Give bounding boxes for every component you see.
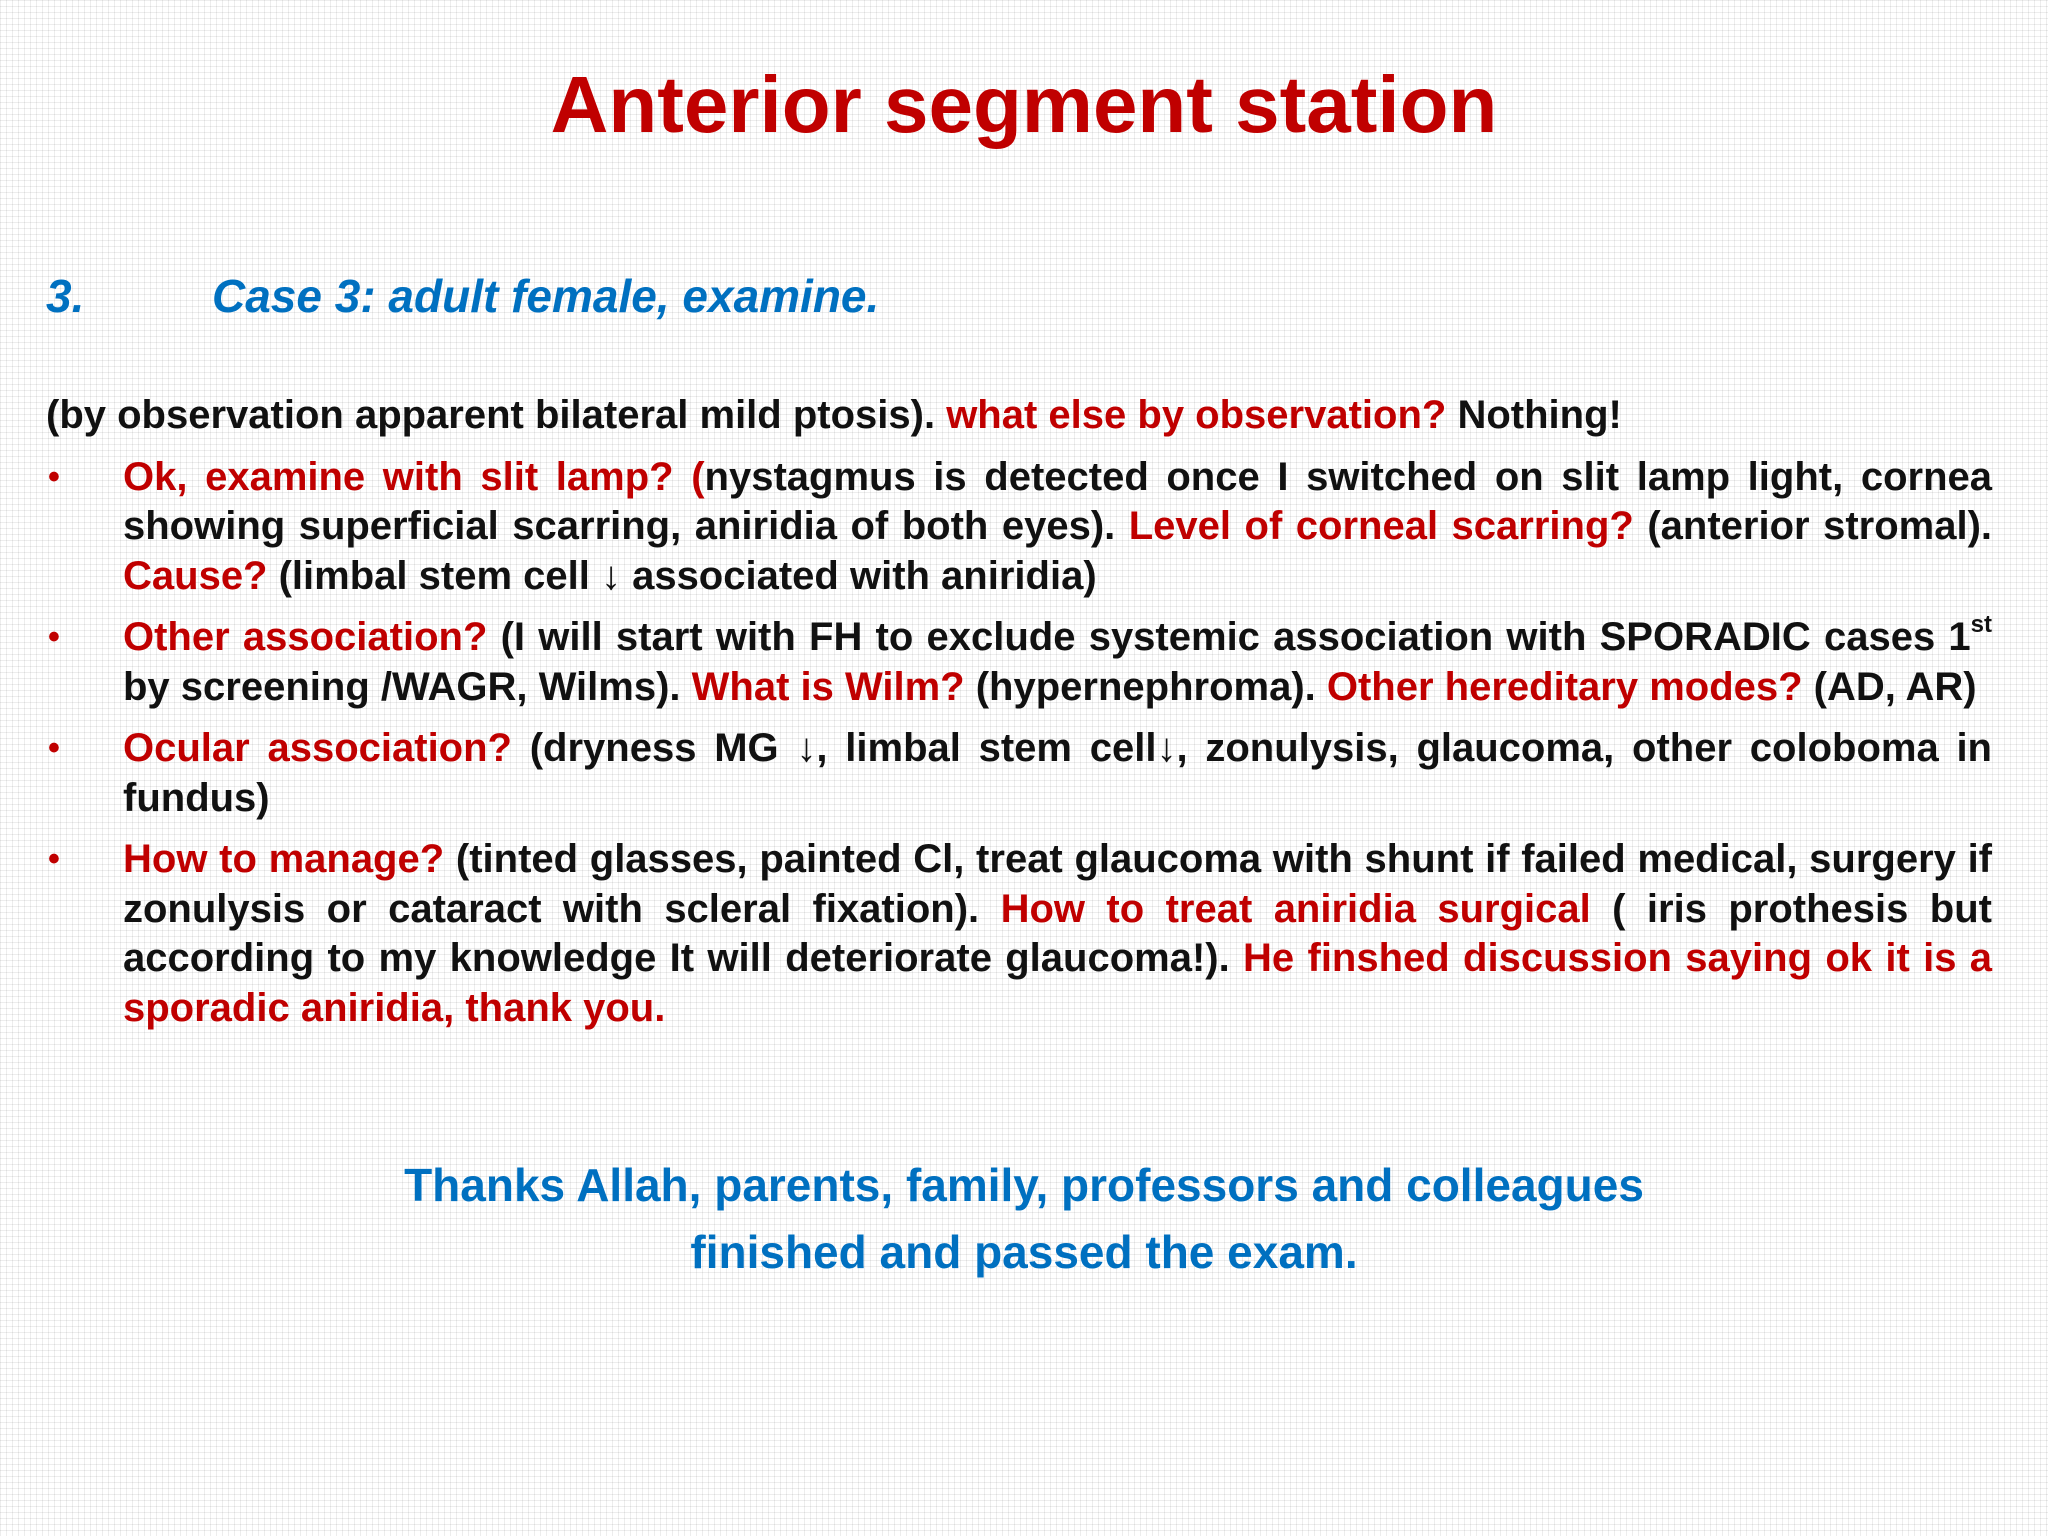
case-heading-text: Case 3: adult female, examine. [212,270,880,322]
bullet-question: He finshed discussion saying ok it is a sporadic aniridia, thank you. [123,936,1992,1030]
bullet-point: • [48,729,60,767]
bullet-answer: ( iris prothesis but according to my knowledge It will deteriorate glaucoma!). [123,886,1992,980]
closing-message [0,1152,2048,1286]
intro-question: what else by observation? [946,393,1447,437]
intro-paragraph [46,391,1992,441]
bullet-answer: nystagmus is detected once I switched on slit lamp light, cornea showing superficial scarring, aniridia of both eyes). [123,454,1992,548]
list-item [46,835,1992,1033]
bullet-question: Other association? [123,615,488,659]
closing-line-1: Thanks Allah, parents, family, professors and colleagues [404,1159,1644,1211]
intro-answer: Nothing! [1446,393,1622,437]
bullet-list [46,453,1992,1034]
bullet-question: How to treat aniridia surgical [1000,886,1591,931]
bullet-question: Ok, examine with slit lamp? ( [123,454,705,499]
bullet-point: • [48,457,60,496]
slide-body [46,391,1992,1045]
bullet-question: How to manage? [123,837,445,881]
bullet-answer: (limbal stem cell ↓ associated with aniridia) [267,553,1097,598]
case-heading [46,266,879,326]
intro-text: (by observation apparent bilateral mild ptosis). [46,393,947,437]
bullet-question: Level of corneal scarring? [1128,504,1634,548]
bullet-answer: (I will start with FH to exclude systemic association with SPORADIC cases 1 [487,615,1971,659]
bullet-point: • [48,840,60,878]
closing-line-2: finished and passed the exam. [690,1226,1358,1278]
bullet-answer: (dryness MG ↓, limbal stem cell↓, zonulysis, glaucoma, other coloboma in fundus) [123,726,1992,820]
list-item [46,724,1992,823]
bullet-point: • [48,618,60,656]
bullet-answer: (AD, AR) [1802,664,1977,709]
bullet-question: Other hereditary modes? [1326,664,1803,709]
bullet-question: What is Wilm? [691,664,965,709]
bullet-answer: by screening /WAGR, Wilms). [123,664,692,709]
bullet-answer: (anterior stromal). [1633,504,1992,548]
superscript-ordinal: st [1970,611,1992,638]
bullet-answer: (tinted glasses, painted Cl, treat glaucoma with shunt if failed medical, surgery if zonulysis or cataract with scleral fixation). [123,837,1993,931]
slide-title: Anterior segment station [550,60,1498,149]
bullet-question: Cause? [123,553,268,598]
bullet-answer: (hypernephroma). [964,664,1327,709]
bullet-question: Ocular association? [123,726,512,770]
list-item [46,453,1992,602]
case-number: 3. [46,270,85,322]
list-item [46,613,1992,712]
